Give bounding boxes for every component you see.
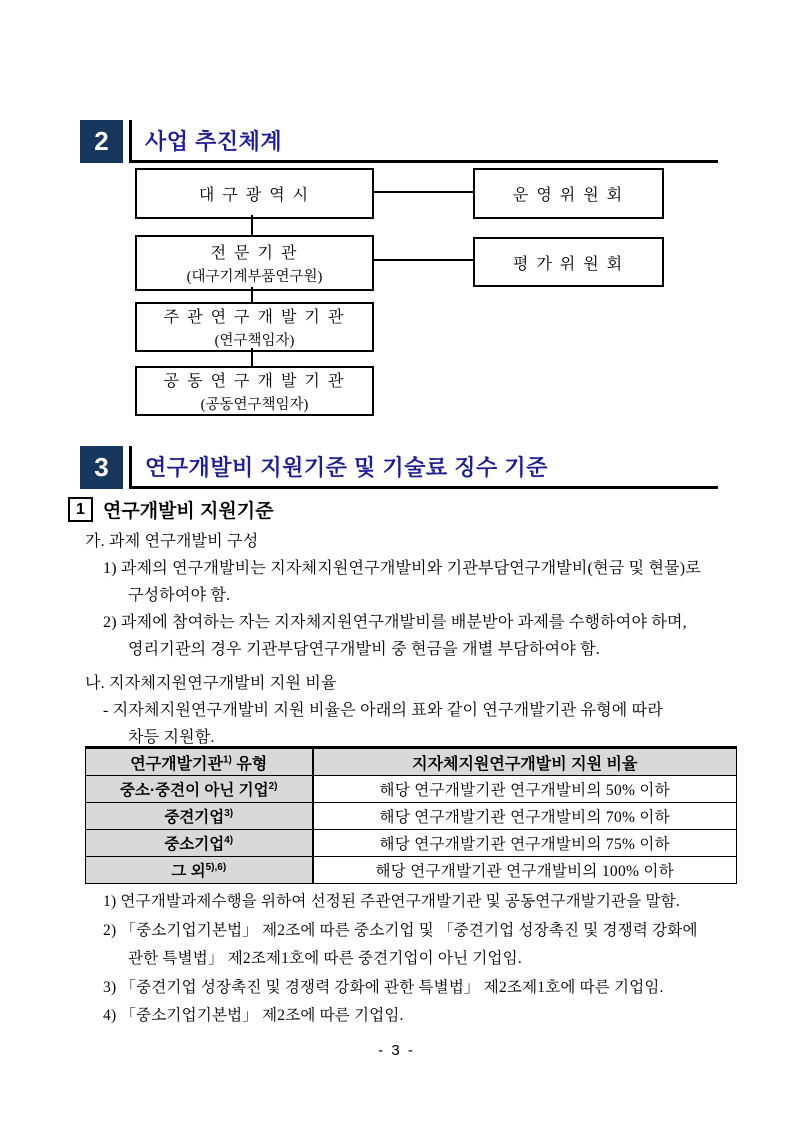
table-row [86,857,737,884]
cell-org-type [86,803,313,830]
cell-text: 중소·중견이 아닌 기업 [120,782,269,799]
org-box-label: 전 문 기 관 [210,245,299,262]
footnote-2-continued: 관한 특별법」 제2조제1호에 따른 중견기업이 아닌 기업임. [128,950,522,967]
cell-text: 중소기업 [164,836,225,853]
section-2-title: 사업 추진체계 [145,128,283,154]
table-row [86,803,737,830]
body-text [0,528,793,751]
cell-text: 그 외 [171,863,206,880]
section-3-titlebox [129,446,718,489]
footnote-ref: 5),6) [205,861,227,873]
org-box-evaluation-committee [473,237,664,287]
paragraph-ga-heading: 가. 과제 연구개발비 구성 [85,533,259,550]
org-box-sublabel: (대구기계부품연구원) [186,269,323,285]
section-3-header [80,446,718,489]
cell-text: 중견기업 [164,809,225,826]
table-header-ratio: 지자체지원연구개발비 지원 비율 [313,748,737,776]
paragraph-line: 차등 지원함. [128,729,215,746]
section-2-titlebox [129,120,718,163]
org-box-label: 운 영 위 원 회 [512,187,625,204]
table-header-row [86,748,737,776]
header-text: 연구개발기관 [130,755,223,773]
cell-support-ratio: 해당 연구개발기관 연구개발비의 100% 이하 [313,857,737,884]
org-box-lead-institution [135,302,374,352]
connector-line [372,191,473,193]
footnote-ref: 4) [224,834,234,846]
section-2-header [80,120,718,163]
org-box-joint-institution [135,366,374,416]
cell-support-ratio: 해당 연구개발기관 연구개발비의 75% 이하 [313,830,737,857]
paragraph-line: 1) 과제의 연구개발비는 지자체지원연구개발비와 기관부담연구개발비(현금 및 현물)로 [103,560,701,577]
subsection-1-title: 연구개발비 지원기준 [103,501,274,522]
footnote-1: 1) 연구개발과제수행을 위하여 선정된 주관연구개발기관 및 공동연구개발기관을 말함. [103,893,680,910]
connector-line [251,215,253,235]
header-text: 유형 [231,755,268,773]
org-box-steering-committee [473,168,664,219]
cell-support-ratio: 해당 연구개발기관 연구개발비의 70% 이하 [313,803,737,830]
subsection-1-heading [68,496,273,523]
connector-line [251,287,253,302]
section-3-number-badge: 3 [80,446,123,489]
org-chart [0,164,793,416]
table-header-type [86,748,313,776]
cell-support-ratio: 해당 연구개발기관 연구개발비의 50% 이하 [313,776,737,803]
org-box-label: 공 동 연 구 개 발 기 관 [163,373,346,390]
org-box-sublabel: (연구책임자) [214,333,295,349]
paragraph-line: 영리기관의 경우 기관부담연구개발비 중 현금을 개별 부담하여야 함. [128,641,600,658]
cell-org-type [86,857,313,884]
cell-org-type [86,776,313,803]
org-box-label: 대 구 광 역 시 [198,187,311,204]
footnote-3: 3) 「중견기업 성장촉진 및 경쟁력 강화에 관한 특별법」 제2조제1호에 따른 기업임. [103,978,664,996]
footnote-4: 4) 「중소기업기본법」 제2조에 따른 기업임. [103,1007,404,1024]
footnote-ref: 2) [268,780,278,792]
page-number: - 3 - [378,1042,415,1059]
footnote-ref: 3) [224,807,234,819]
paragraph-line: 2) 과제에 참여하는 자는 지자체지원연구개발비를 배분받아 과제를 수행하여야 하며, [103,614,687,631]
cell-org-type [86,830,313,857]
paragraph-line: - 지자체지원연구개발비 지원 비율은 아래의 표와 같이 연구개발기관 유형에 따라 [103,702,663,719]
footnote-ref: 1) [222,754,232,766]
connector-line [372,259,473,261]
section-3-title: 연구개발비 지원기준 및 기술료 징수 기준 [145,454,548,480]
connector-line [251,348,253,366]
org-box-label: 평 가 위 원 회 [512,255,625,273]
subsection-1-number-box: 1 [68,497,93,522]
table-row [86,830,737,857]
support-ratio-table [85,746,737,884]
org-box-sublabel: (공동연구책임자) [200,397,309,413]
footnotes [0,888,793,1031]
org-box-label: 주 관 연 구 개 발 기 관 [163,309,346,326]
footnote-2: 2) 「중소기업기본법」 제2조에 따른 중소기업 및 「중견기업 성장촉진 및 경쟁력 강화에 [103,921,698,939]
org-box-specialized-agency [135,235,374,291]
table-row [86,776,737,803]
paragraph-line: 구성하여야 함. [128,587,231,604]
paragraph-na-heading: 나. 지자체지원연구개발비 지원 비율 [85,675,337,692]
org-box-daegu-city [135,168,374,219]
section-2-number-badge: 2 [80,120,123,163]
